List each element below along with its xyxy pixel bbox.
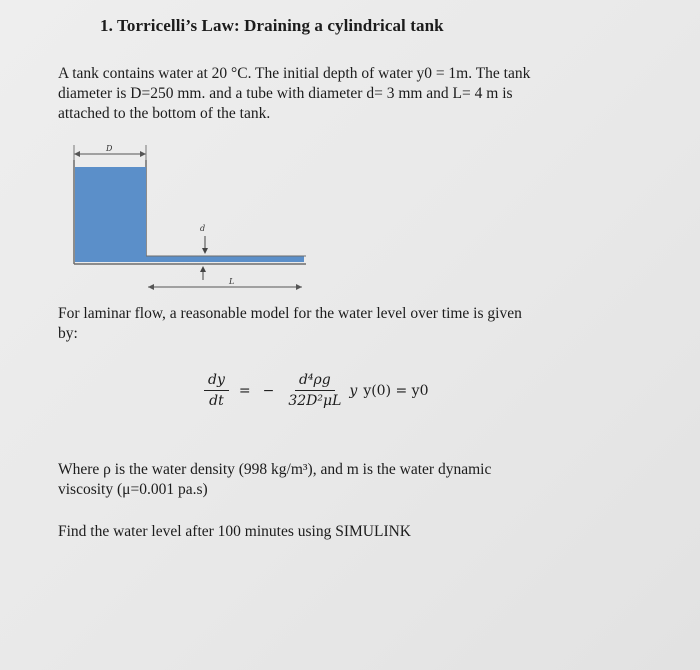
initial-condition: y(0) = y0 [363, 382, 429, 399]
rhs-numerator: d⁴ρg [295, 372, 335, 391]
dimension-D-arrow-left [74, 151, 80, 157]
rhs-denominator: 32D²μL [288, 393, 342, 409]
lhs-fraction [204, 372, 229, 409]
tank-water [75, 167, 146, 262]
tank-diagram [0, 0, 700, 300]
problem-title: 1. Torricelli’s Law: Draining a cylindrical tank [100, 16, 444, 35]
where-line-1: Where ρ is the water density (998 kg/m³), and m is the water dynamic [58, 461, 492, 478]
statement-line-1: A tank contains water at 20 °C. The initial depth of water y0 = 1m. The tank [58, 65, 531, 82]
label-L: L [229, 277, 235, 286]
statement-line-2: diameter is D=250 mm. and a tube with diameter d= 3 mm and L= 4 m is [58, 85, 513, 102]
rhs-variable: y [349, 382, 358, 399]
rhs-fraction [284, 372, 345, 409]
ode-equation [200, 372, 435, 409]
minus-sign: − [262, 382, 275, 399]
d-arrow-top-head [202, 248, 208, 254]
dimension-L-arrow-left [148, 284, 154, 290]
model-description [58, 304, 648, 344]
where-line-2: viscosity (μ=0.001 pa.s) [58, 481, 208, 498]
lhs-numerator: dy [204, 372, 229, 391]
dimension-D-arrow-right [140, 151, 146, 157]
tube-water [146, 256, 304, 262]
model-line-2: by: [58, 325, 78, 342]
where-clause [58, 460, 648, 500]
equals-sign: = [238, 382, 251, 399]
model-line-1: For laminar flow, a reasonable model for the water level over time is given [58, 305, 522, 322]
dimension-L-arrow-right [296, 284, 302, 290]
statement-line-3: attached to the bottom of the tank. [58, 105, 271, 122]
label-D: D [106, 144, 113, 153]
d-arrow-bottom-head [200, 266, 206, 272]
lhs-denominator: dt [209, 393, 224, 409]
label-d: d [200, 224, 206, 233]
task-statement: Find the water level after 100 minutes using SIMULINK [58, 523, 411, 540]
